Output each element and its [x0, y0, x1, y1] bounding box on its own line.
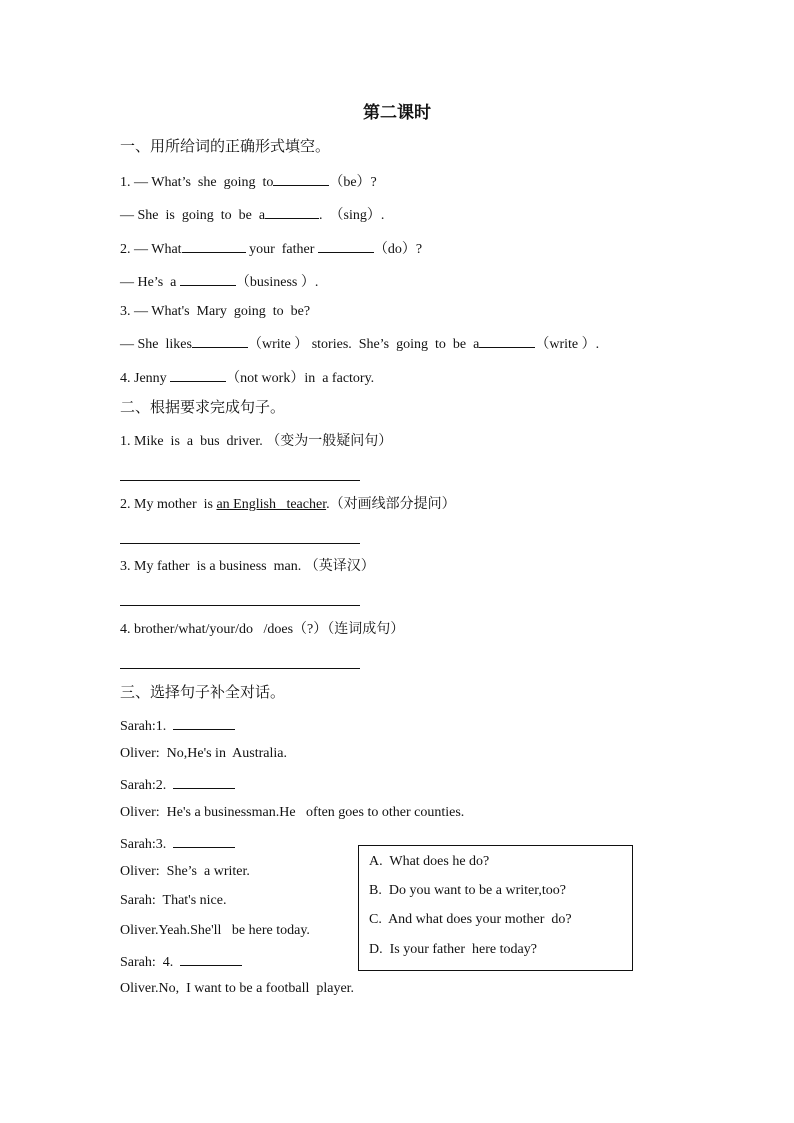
dialogue-text: Sarah:1.: [120, 719, 174, 734]
dialogue-line: [120, 833, 235, 854]
s2-question-3: [120, 557, 375, 576]
s1-q3b-mid: （write ） stories. She’s going to be a: [247, 337, 480, 352]
answer-line[interactable]: [120, 543, 360, 544]
option-d: D. Is your father here today?: [369, 942, 537, 957]
s2-question-4: [120, 620, 404, 639]
s1-question-3a: 3. — What's Mary going to be?: [120, 304, 311, 319]
section2-heading: 二、根据要求完成句子。: [120, 398, 286, 416]
s1-q4-pre: 4. Jenny: [120, 371, 171, 386]
underlined-phrase: an English teacher: [216, 497, 327, 512]
s2-q3-text: 3. My father is a business man.: [120, 559, 305, 574]
s2-q2-note: （对画线部分提问）: [329, 496, 456, 512]
dialogue-line: [120, 715, 235, 736]
s1-question-4: [120, 367, 374, 388]
answer-blank[interactable]: [173, 715, 235, 730]
dialogue-line: Oliver.Yeah.She'll be here today.: [120, 923, 310, 938]
answer-blank[interactable]: [182, 238, 246, 253]
answer-blank[interactable]: [170, 367, 226, 382]
s2-q1-note: （变为一般疑问句）: [266, 433, 393, 449]
answer-blank[interactable]: [192, 333, 248, 348]
answer-blank[interactable]: [318, 238, 374, 253]
dialogue-text: Sarah: 4.: [120, 955, 181, 970]
answer-blank[interactable]: [479, 333, 535, 348]
dialogue-line: [120, 951, 242, 972]
option-a: A. What does he do?: [369, 854, 490, 869]
s1-question-2a: [120, 238, 422, 259]
answer-line[interactable]: [120, 480, 360, 481]
dialogue-text: Sarah:3.: [120, 837, 174, 852]
dialogue-line: Sarah: That's nice.: [120, 893, 227, 908]
s2-q4-note: （连词成句）: [327, 621, 405, 637]
option-b: B. Do you want to be a writer,too?: [369, 883, 566, 898]
options-box: [358, 845, 633, 971]
section3-heading: 三、选择句子补全对话。: [120, 683, 286, 701]
answer-blank[interactable]: [273, 171, 329, 186]
section1-heading: 一、用所给词的正确形式填空。: [120, 137, 331, 155]
answer-blank[interactable]: [173, 774, 235, 789]
answer-blank[interactable]: [173, 833, 235, 848]
s1-question-1a: [120, 171, 377, 192]
s2-q1-text: 1. Mike is a bus driver.: [120, 434, 267, 449]
answer-blank[interactable]: [180, 271, 236, 286]
s2-q4-text: 4. brother/what/your/do /does（?）: [120, 622, 328, 637]
s2-q2-post: .: [326, 497, 330, 512]
s1-q2b-pre: — He’s a: [120, 275, 180, 290]
answer-blank[interactable]: [180, 951, 242, 966]
s1-q1a-pre: 1. — What’s she going to: [120, 175, 274, 190]
s1-q2a-post: （do）?: [373, 242, 423, 257]
s1-q2b-post: （business ）.: [235, 275, 319, 290]
s1-q1b-post: . （sing）.: [319, 208, 385, 223]
s2-q2-pre: 2. My mother is: [120, 497, 217, 512]
answer-line[interactable]: [120, 668, 360, 669]
dialogue-text: Sarah:2.: [120, 778, 174, 793]
page-title: 第二课时: [363, 103, 431, 123]
answer-line[interactable]: [120, 605, 360, 606]
s1-q3b-post: （write ）.: [535, 337, 600, 352]
s2-question-1: [120, 432, 392, 451]
s1-question-3b: [120, 333, 599, 354]
dialogue-line: Oliver.No, I want to be a football player.: [120, 981, 355, 996]
s1-q2a-mid: your father: [245, 242, 318, 257]
dialogue-line: Oliver: She’s a writer.: [120, 864, 250, 879]
dialogue-line: Oliver: He's a businessman.He often goes to other counties.: [120, 805, 465, 820]
s1-q4-post: （not work）in a factory.: [226, 371, 375, 386]
s1-q2a-pre: 2. — What: [120, 242, 182, 257]
s2-question-2: [120, 495, 456, 514]
answer-blank[interactable]: [265, 204, 319, 219]
option-c: C. And what does your mother do?: [369, 912, 572, 927]
s1-question-1b: [120, 204, 384, 225]
s1-question-2b: [120, 271, 318, 292]
dialogue-line: Oliver: No,He's in Australia.: [120, 746, 287, 761]
s1-q1b-pre: — She is going to be a: [120, 208, 266, 223]
s2-q3-note: （英译汉）: [304, 558, 375, 574]
s1-q3b-pre: — She likes: [120, 337, 192, 352]
s1-q1a-post: （be）?: [329, 175, 377, 190]
dialogue-line: [120, 774, 235, 795]
